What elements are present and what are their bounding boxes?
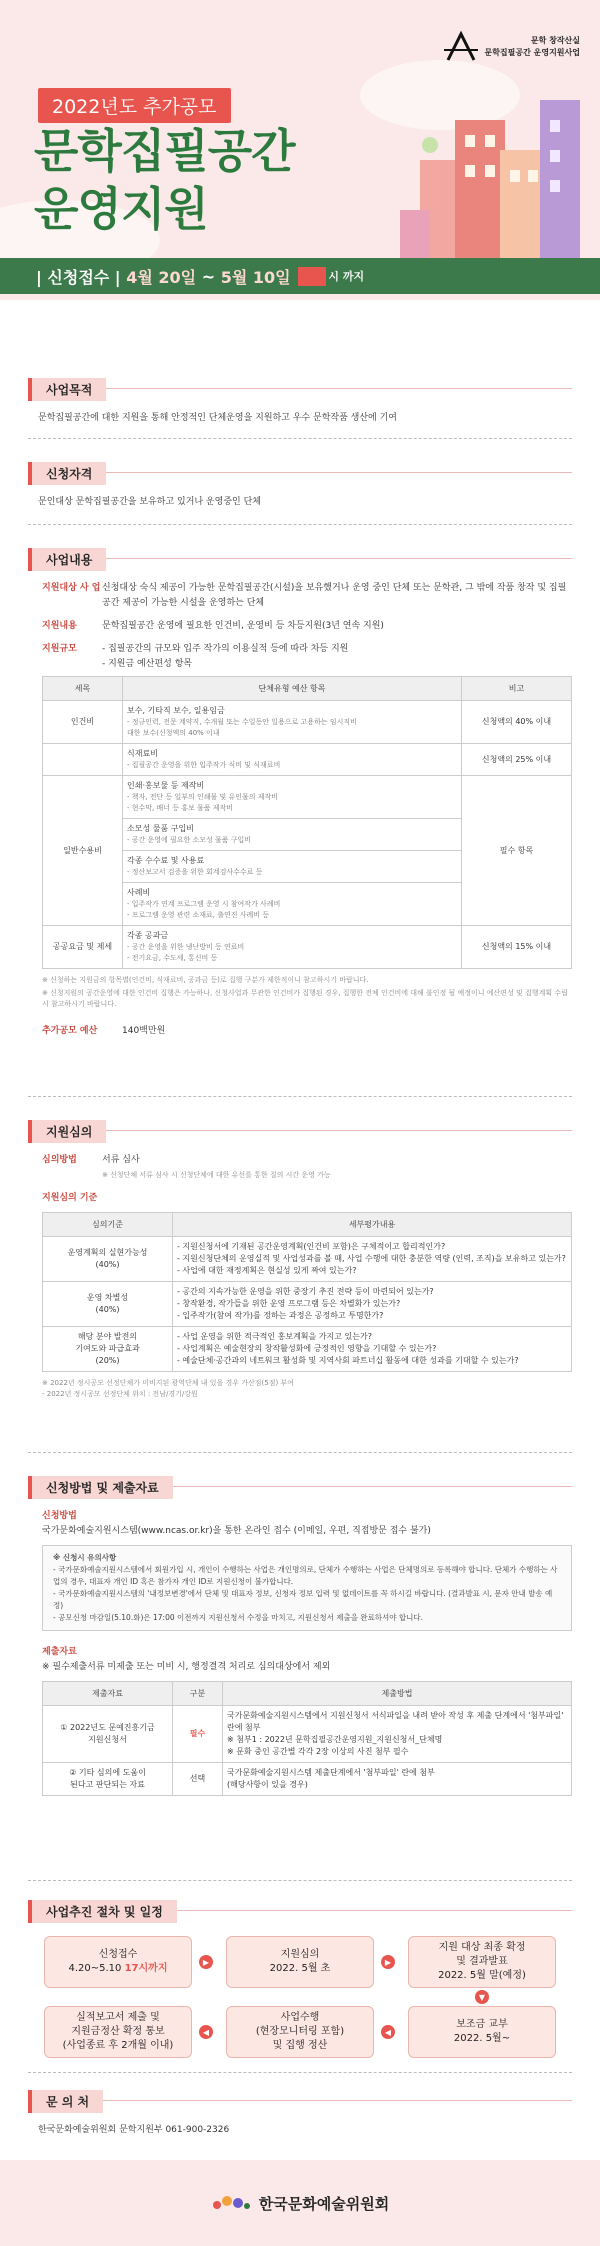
criteria-item: - 창작환경, 작가들을 위한 운영 프로그램 등은 차별화가 있는가? [177,1299,401,1308]
divider [28,1880,572,1881]
a-logo-icon [444,30,478,64]
banner-date-start: 4월 20일 [126,267,197,287]
step-line: 사업수행 [280,2012,320,2023]
criteria-item: - 입주작가(참여 작가)를 정하는 과정은 공정하고 투명한가? [177,1311,384,1320]
criteria-items-cell [173,1327,572,1372]
section-contact [28,2090,572,2138]
caution-title: ※ 신청시 유의사항 [53,1553,117,1562]
support-label: 지원내용 [42,621,77,631]
table-row [43,1237,572,1282]
item-cell [123,776,462,819]
divider [28,1452,572,1453]
section-heading: 사업목적 [28,378,106,401]
schedule-step [226,1936,374,1988]
item-sub: - 정규인력, 전문 계약직, 수개월 또는 수일동안 일용으로 고용하는 임시직비 대한 보수(신청액의 40% 이내 [127,718,357,737]
application-period-banner [0,258,600,294]
docs-title: 제출자료 [42,1647,77,1657]
table-row [43,926,572,969]
doc-method-cell: 국가문화예술지원시스템에서 지원신청서 서식파일을 내려 받아 작성 후 제출 단계에서 '첨부파일' 란에 첨부 ※ 첨부1 : 2022년 문학집필공간운영지원_지원신청서_단체명 ※ 문화 중인 공간별 각각 2장 이상의 사진 첨부 필수 [223,1706,572,1763]
logo-line-2: 문학집필공간 운영지원사업 [484,48,580,57]
budget-value: 140백만원 [122,1026,166,1036]
item-sub: - 정산보고서 검증을 위한 회계검사수수료 등 [127,868,263,876]
note-cell: 필수 항목 [462,776,572,926]
target-label: 지원대상 사 업 [42,583,101,593]
table-header: 제출방법 [223,1682,572,1706]
step-line: 4.20~5.10 17시까지 [68,1963,168,1974]
item-cell [123,701,462,744]
item-title: 각종 수수료 및 사용료 [127,856,205,865]
table-row [43,744,572,776]
criteria-item: - 사업계획은 예술현장의 창작활성화에 긍정적인 영향을 기대할 수 있는가? [177,1344,437,1353]
note-cell: 신청액의 15% 이내 [462,926,572,969]
section-apply [28,1476,572,1796]
table-header: 제출자료 [43,1682,173,1706]
table-header: 구분 [173,1682,223,1706]
section-review [28,1120,572,1400]
program-logo [444,30,580,64]
table-row [43,1327,572,1372]
step-line: (현장모니터링 포함) [255,2026,345,2037]
doc-name-cell: ② 기타 심의에 도움이 된다고 판단되는 자료 [43,1763,173,1796]
doc-type-cell: 선택 [173,1763,223,1796]
review-criteria-table [42,1212,572,1372]
criteria-item: - 예술단체·공간과의 네트워크 활성화 및 지역사회 파트너십 활동에 대한 성과를 기대할 수 있는가? [177,1356,519,1365]
target-text: 신청대상 숙식 제공이 가능한 문학집필공간(시설)을 보유했거나 운영 중인 단체 또는 문학관, 그 밖에 작품 창작 및 집필 공간 제공이 가능한 시설을 운영하는 단체 [102,583,567,608]
section-heading: 신청자격 [28,462,106,485]
doc-name-cell: ① 2022년도 문예진흥기금 지원신청서 [43,1706,173,1763]
criteria-cell: 운영 차별성 (40%) [43,1282,173,1327]
section-heading: 사업내용 [28,548,106,571]
apply-method-text: 국가문화예술지원시스템(www.ncas.or.kr)을 통한 온라인 접수 (이메일, 우편, 직접방문 접수 불가) [42,1526,431,1536]
arko-logo-icon [211,2193,251,2213]
title-line-1: 문학집필공간 [34,124,295,178]
caution-item: - 공모신청 마감일(5.10.화)은 17:00 이전까지 지원신청서 수정을 마치고, 지원신청서 제출을 완료하셔야 합니다. [53,1613,424,1622]
budget-label: 추가공모 예산 [42,1026,98,1036]
budget-items-table [42,676,572,969]
method-text: 서류 심사 [102,1155,140,1165]
table-row [43,1763,572,1796]
schedule-step [408,1936,556,1988]
step-line: 및 집행 정산 [272,2040,328,2051]
category-cell: 인건비 [43,701,123,744]
banner-hour: 17 [298,267,326,286]
item-sub: - 공간 운영에 필요한 소모성 물품 구입비 [127,836,252,844]
criteria-items-cell [173,1282,572,1327]
category-cell [43,744,123,776]
step-line: 및 결과발표 [456,1956,508,1967]
banner-suffix: 시 까지 [328,270,365,283]
criteria-items-cell [173,1237,572,1282]
schedule-step [44,1936,192,1988]
item-cell [123,926,462,969]
item-cell [123,883,462,926]
item-sub: - 공간 운영을 위한 냉난방비 등 연료비 - 전기요금, 수도세, 통신비 등 [127,943,245,962]
item-title: 각종 공과금 [127,931,169,940]
scale-label: 지원규모 [42,644,77,654]
flow-arrow-icon: ▼ [475,1990,489,2004]
caution-item: - 국가문화예술지원시스템에서 회원가입 시, 개인이 수행하는 사업은 개인명의로, 단체가 수행하는 사업은 단체명의로 등록해야 합니다. 단체가 수행하는 사업의 경우, 대표자 개인 ID 혹은 참가자 개인 ID로 지원신청이 불가합니다. [53,1565,558,1586]
table-header: 단체유형 예산 항목 [123,677,462,701]
schedule-step [226,2006,374,2058]
support-text: 문학집필공간 운영에 필요한 인건비, 운영비 등 차등지원(3년 연속 지원) [102,621,384,631]
criteria-item: - 공간의 지속가능한 운영을 위한 중장기 추진 전략 등이 마련되어 있는가? [177,1287,434,1296]
divider [28,524,572,525]
review-note-2: - 2022년 정시공모 선정단체 위치 : 전남/경기/강원 [42,1390,198,1398]
table-header: 세부평가내용 [173,1213,572,1237]
schedule-flow [44,1936,556,2056]
table-row [43,1282,572,1327]
step-line: 지원심의 [280,1949,320,1960]
step-line: 보조금 교부 [456,2019,508,2030]
category-cell: 공공요금 및 제세 [43,926,123,969]
criteria-item: - 지원신청서에 기재된 공간운영계획(인건비 포함)은 구체적이고 합리적인가? [177,1242,446,1251]
buildings-illustration [400,100,590,260]
content-note-1: ※ 신청하는 지원금의 항목별(인건비, 식재료비, 공과금 등)로 집행 구분가 제한적이니 참고하시기 바랍니다. [42,976,369,984]
step-line: 지원 대상 최종 확정 [438,1942,526,1953]
section-heading: 신청방법 및 제출자료 [28,1476,173,1499]
note-cell: 신청액의 25% 이내 [462,744,572,776]
method-note: ※ 신청단체 서류 심사 시 신청단체에 대한 유선를 통한 질의 시간 운영 가능 [102,1171,331,1179]
step-line: 2022. 5월 초 [269,1963,331,1974]
doc-method-cell: 국가문화예술지원시스템 제출단계에서 '첨부파일' 란에 첨부 (해당사항이 있을 경우) [223,1763,572,1796]
docs-note: ※ 필수제출서류 미제출 또는 미비 시, 행정결격 처리로 심의대상에서 제외 [42,1662,331,1672]
section-schedule [28,1900,572,1923]
schedule-step [408,2006,556,2058]
divider [28,2072,572,2073]
step-line: 지원금정산 확정 통보 [71,2026,165,2037]
purpose-text: 문학집필공간에 대한 지원을 통해 안정적인 단체운영을 지원하고 우수 문학작품 생산에 기여 [38,413,397,423]
item-cell [123,744,462,776]
logo-line-1: 문학 창작산실 [530,36,580,45]
item-cell [123,851,462,883]
title-line-2: 운영지원 [34,182,208,236]
criteria-item: - 지원신청단체의 운영실적 및 사업성과를 볼 때, 사업 수행에 대한 충분한 역량 (인력, 조직)을 보유하고 있는가? [177,1254,566,1263]
page-title [34,122,295,238]
submission-docs-table [42,1681,572,1796]
method-label: 심의방법 [42,1155,77,1165]
eligibility-text: 문인대상 문학집필공간을 보유하고 있거나 운영중인 단체 [38,497,261,507]
item-title: 식재료비 [127,749,158,758]
category-cell: 일반수용비 [43,776,123,926]
flow-arrow-icon: ◀ [199,2025,213,2039]
item-sub: - 입주작가 연계 프로그램 운영 시 참여작가 사례비 - 프로그램 운영 관련 소재료, 출연진 사례비 등 [127,900,281,919]
divider [28,1096,572,1097]
criteria-cell: 해당 분야 발전의 기여도와 파급효과 (20%) [43,1327,173,1372]
item-title: 소모성 물품 구입비 [127,824,194,833]
item-cell [123,819,462,851]
footer-org: 한국문화예술위원회 [258,2194,390,2213]
section-heading: 지원심의 [28,1120,106,1143]
banner-prefix: | 신청접수 | [36,267,121,287]
content-note-2: ※ 신청지원의 공간운영에 대한 인건비 집행은 가능하나, 신청사업과 무관한 인건비가 집행된 경우, 집행한 전체 인건비에 대해 불인정 될 예정이니 예산편성 및 집행계획 수립 시 참고하시기 바랍니다. [42,989,568,1008]
caution-box [42,1545,572,1631]
criteria-item: - 사업 운영을 위한 적극적인 홍보계획을 가지고 있는가? [177,1332,372,1341]
note-cell: 신청액의 40% 이내 [462,701,572,744]
section-eligibility [28,462,572,510]
item-title: 보수, 기타직 보수, 일용임금 [127,706,225,715]
apply-method-title: 신청방법 [42,1511,77,1521]
flow-arrow-icon: ▶ [199,1955,213,1969]
section-content [28,548,572,1047]
scale-text-1: - 집필공간의 규모와 입주 작가의 이용실적 등에 따라 차등 지원 [102,644,349,654]
contact-text: 한국문화예술위원회 문학지원부 061-900-2326 [38,2125,230,2135]
step-line: (사업종료 후 2개월 이내) [62,2040,174,2051]
table-row [43,1706,572,1763]
criteria-cell: 운영계획의 실현가능성 (40%) [43,1237,173,1282]
step-line: 실적보고서 제출 및 [76,2012,160,2023]
schedule-step [44,2006,192,2058]
divider [28,438,572,439]
step-line: 신청접수 [98,1949,138,1960]
caution-item: - 국가문화예술지원시스템의 '내정보변경'에서 단체 및 대표자 정보, 신청자 정보 입력 및 없데이트를 꼭 하시길 바랍니다. (결과발표 시, 문자 안내 발송 예정) [53,1589,553,1610]
criteria-title: 지원심의 기준 [42,1193,98,1203]
item-title: 인쇄·홍보물 등 제작비 [127,781,205,790]
footer [0,2160,600,2246]
flow-arrow-icon: ◀ [381,2025,395,2039]
step-line: 2022. 5월 말(예정) [438,1970,526,1981]
hero-header [0,0,600,300]
criteria-item: - 사업에 대한 재정계획은 현실성 있게 짜여 있는가? [177,1266,357,1275]
review-note-1: ※ 2022년 정시공모 선정단체가 미비지된 광역단체 내 있을 경우 가산점(5점) 부여 [42,1379,294,1387]
section-heading: 사업추진 절차 및 일정 [28,1900,177,1923]
table-header: 심의기준 [43,1213,173,1237]
flow-arrow-icon: ▶ [381,1955,395,1969]
banner-date-end: 5월 10일 [220,267,291,287]
table-header: 비고 [462,677,572,701]
item-sub: - 책자, 전단 등 일부의 인쇄물 및 유인물의 제작비 - 현수막, 배너 등 홍보 물품 제작비 [127,793,279,812]
scale-text-2: - 지원금 예산편성 항목 [102,659,193,669]
table-header: 세목 [43,677,123,701]
section-heading: 문 의 처 [28,2090,103,2113]
item-title: 사례비 [127,888,151,897]
item-sub: - 집필공간 운영을 위한 입주작가 식비 및 식재료비 [127,761,281,769]
banner-tilde: ~ [201,266,216,286]
section-purpose [28,378,572,426]
doc-type-cell: 필수 [173,1706,223,1763]
step-line: 2022. 5월~ [453,2033,511,2044]
table-row [43,776,572,819]
kicker-badge: 2022년도 추가공모 [38,88,231,123]
table-row [43,701,572,744]
